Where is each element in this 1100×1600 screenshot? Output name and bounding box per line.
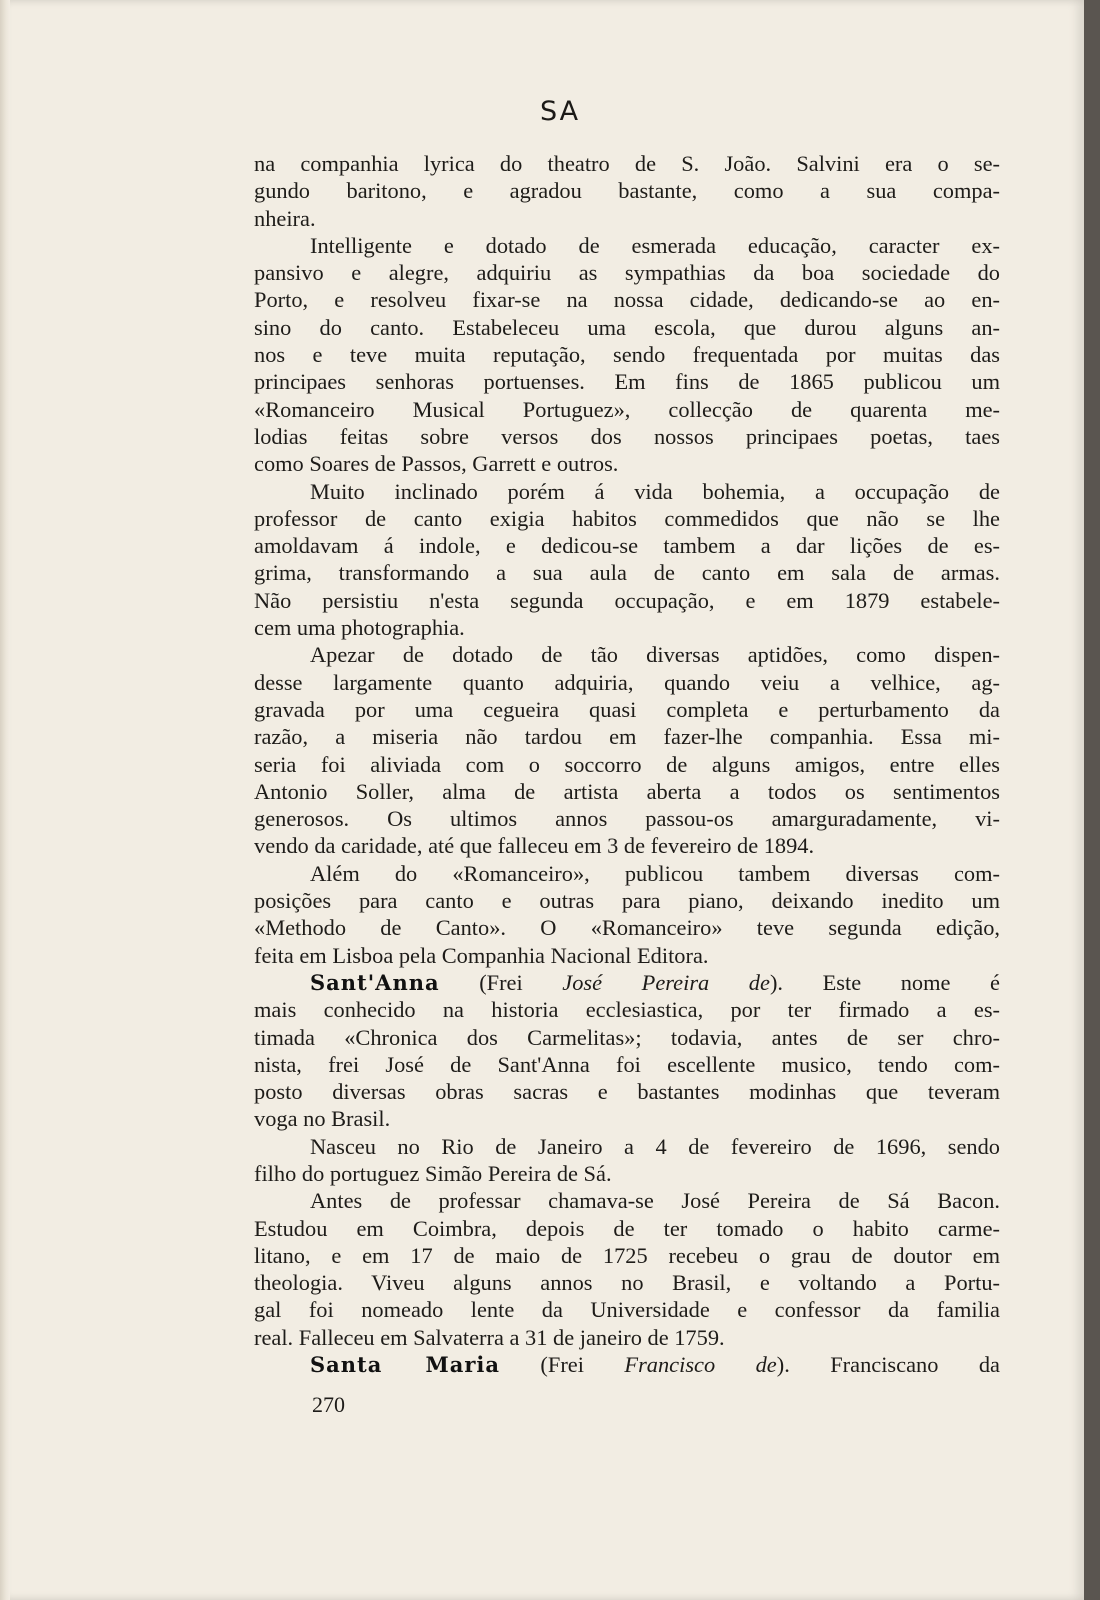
text-line: real. Falleceu em Salvaterra a 31 de janeiro de 1759. [254,1324,725,1350]
text-line: razão, a miseria não tardou em fazer-lhe companhia. Essa mi- [254,724,1000,750]
entry-headword: Santa Maria [310,1352,500,1378]
text-line: Muito inclinado porém á vida bohemia, a occupação de [310,478,1000,504]
text-line: gravada por uma cegueira quasi completa e perturbamento da [254,696,1000,722]
text-line: Apezar de dotado de tão diversas aptidões, como dispen- [310,642,1000,668]
text-line: seria foi aliviada com o soccorro de alguns amigos, entre elles [254,751,1000,777]
text-line: «Methodo de Canto». O «Romanceiro» teve segunda edição, [254,915,1000,941]
body-text [254,150,1000,1378]
text-line: lodias feitas sobre versos dos nossos principaes poetas, taes [254,423,1000,449]
text-line: posto diversas obras sacras e bastantes modinhas que teveram [254,1079,1000,1105]
text-line: gundo baritono, e agradou bastante, como a sua compa- [254,178,1000,204]
text-line: amoldavam á indole, e dedicou-se tambem a dar lições de es- [254,533,1000,559]
text-line: Porto, e resolveu fixar-se na nossa cidade, dedicando-se ao en- [254,287,1000,313]
text-line: filho do portuguez Simão Pereira de Sá. [254,1160,612,1186]
paren-open: (Frei [439,969,563,995]
text-line: litano, e em 17 de maio de 1725 recebeu o grau de doutor em [254,1242,1000,1268]
text-line [254,1351,1000,1378]
text-line: nos e teve muita reputação, sendo frequentada por muitas das [254,342,1000,368]
text-line: theologia. Viveu alguns annos no Brasil, e voltando a Portu- [254,1270,1000,1296]
text-line: na companhia lyrica do theatro de S. João. Salvini era o se- [254,151,1000,176]
text-line: sino do canto. Estabeleceu uma escola, que durou alguns an- [254,314,1000,340]
text-line: Estudou em Coimbra, depois de ter tomado o habito carme- [254,1215,1000,1241]
text-line: gal foi nomeado lente da Universidade e confessor da familia [254,1297,1000,1323]
text-line: Nasceu no Rio de Janeiro a 4 de fevereiro de 1696, sendo [310,1133,1000,1159]
text-line: nheira. [254,205,316,231]
text-line: generosos. Os ultimos annos passou-os amarguradamente, vi- [254,806,1000,832]
text-line: feita em Lisboa pela Companhia Nacional Editora. [254,942,709,968]
running-head: SA [539,96,581,127]
text-line: posições para canto e outras para piano, deixando inedito um [254,888,1000,914]
entry-headword: Sant'Anna [310,969,440,995]
text-line: nista, frei José de Sant'Anna foi escellente musico, tendo com- [254,1051,1000,1077]
entry-name-italic: Francisco de [624,1352,777,1378]
entry-name-italic: José Pereira de [562,969,770,995]
text-line: Antonio Soller, alma de artista aberta a todos os sentimentos [254,778,1000,804]
text-line: mais conhecido na historia ecclesiastica, por ter firmado a es- [254,997,1000,1023]
text-line: «Romanceiro Musical Portuguez», collecção de quarenta me- [254,396,1000,422]
text-line: desse largamente quanto adquiria, quando veiu a velhice, ag- [254,669,1000,695]
page-binding-edge [0,0,10,1600]
page-number: 270 [312,1392,345,1417]
text-line: vendo da caridade, até que falleceu em 3 de fevereiro de 1894. [254,833,815,859]
text-line: timada «Chronica dos Carmelitas»; todavia, antes de ser chro- [254,1024,1000,1050]
text-line: como Soares de Passos, Garrett e outros. [254,451,619,477]
text-line: voga no Brasil. [254,1106,391,1132]
line-text: ). Este nome é [769,969,1000,995]
text-line: pansivo e alegre, adquiriu as sympathias da boa sociedade do [254,260,1000,286]
line-text: ). Franciscano da [776,1352,1000,1378]
text-line: Intelligente e dotado de esmerada educação, caracter ex- [310,232,1000,258]
text-line: professor de canto exigia habitos commedidos que não se lhe [254,505,1000,531]
text-line [254,969,1000,996]
paren-open: (Frei [500,1352,625,1378]
text-line: Antes de professar chamava-se José Pereira de Sá Bacon. [310,1188,1000,1214]
text-line: principaes senhoras portuenses. Em fins de 1865 publicou um [254,369,1000,395]
text-line: Não persistiu n'esta segunda occupação, e em 1879 estabele- [254,587,1000,613]
text-line: cem uma photographia. [254,615,465,641]
text-line: Além do «Romanceiro», publicou tambem diversas com- [310,860,1000,886]
text-line: grima, transformando a sua aula de canto em sala de armas. [254,560,1000,586]
